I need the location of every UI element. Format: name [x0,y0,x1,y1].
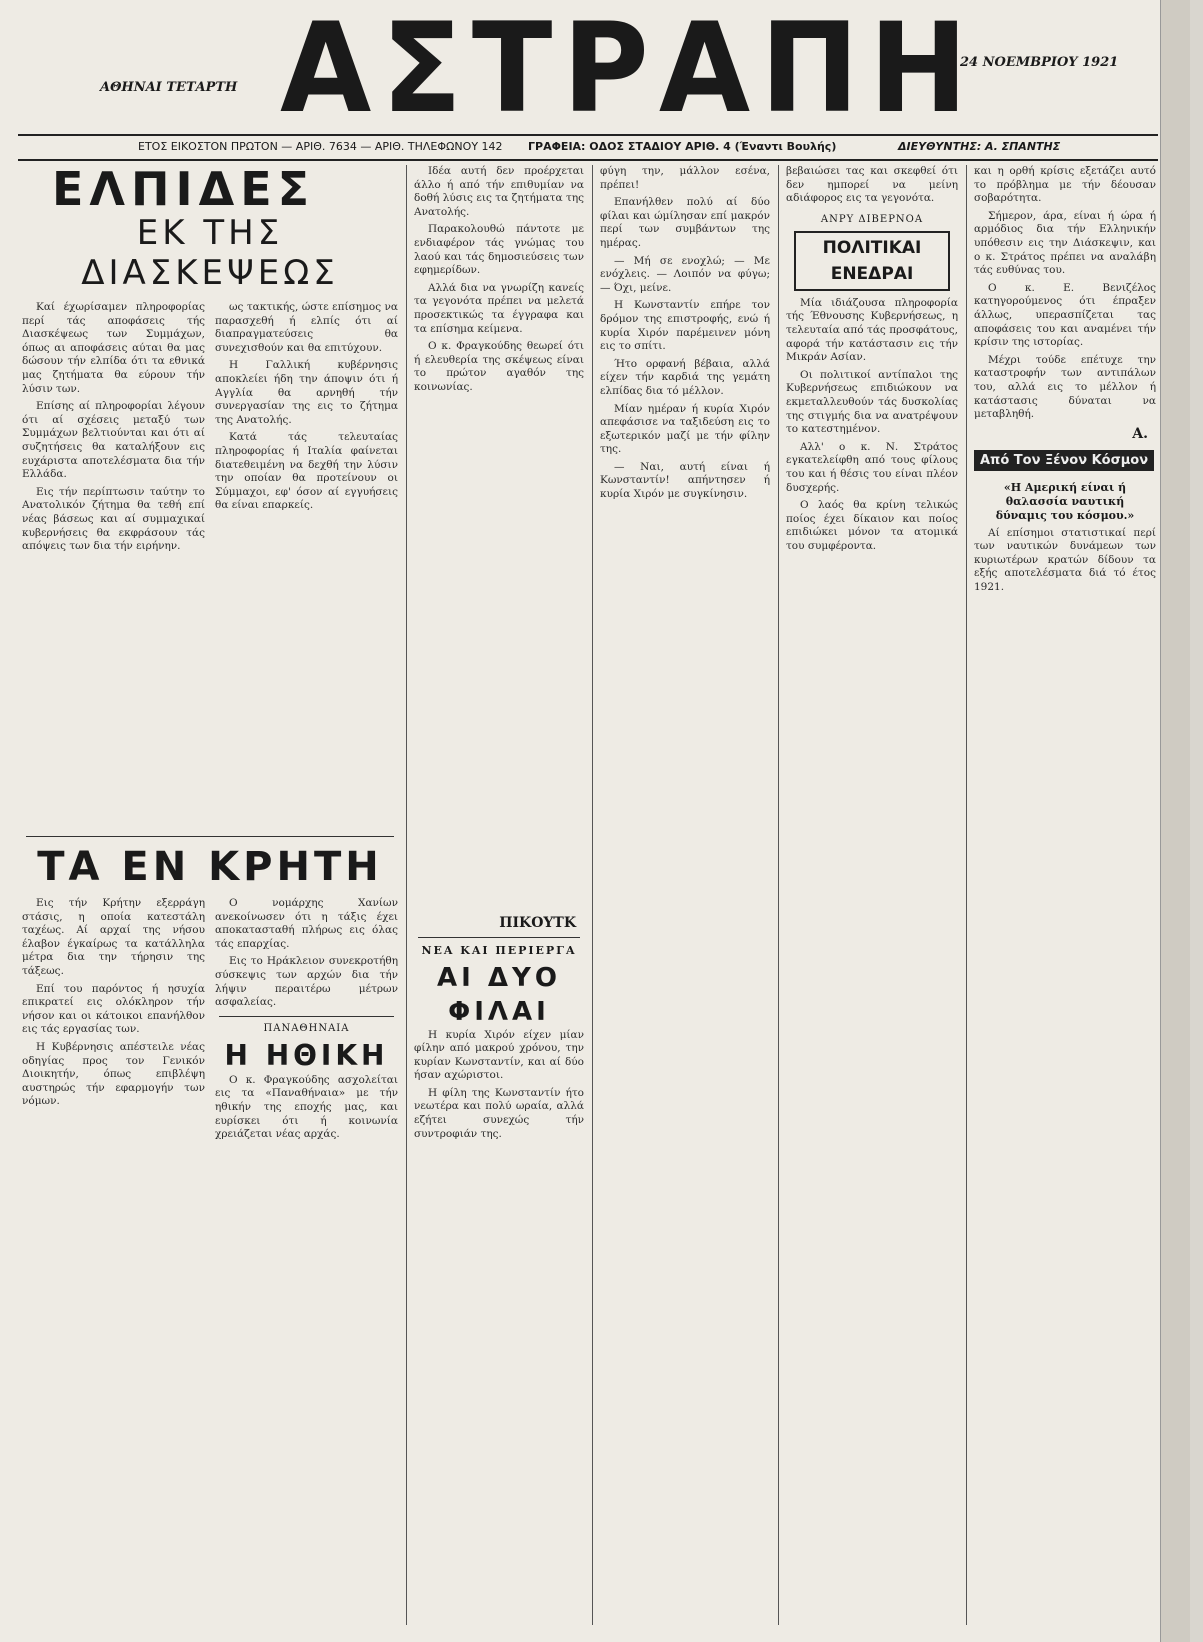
office-address-line: ΓΡΑΦΕΙΑ: ΟΔΟΣ ΣΤΑΔΙΟΥ ΑΡΙΘ. 4 (Έναντι Βουλής) [528,140,837,153]
article-paragraph: Η Κυβέρνησις απέστειλε νέας οδηγίας προς τον Γενικόν Διοικητήν, όπως επιβλέψη αυστηρώς τήν εφαρμογήν των νόμων. [22,1040,205,1108]
article-paragraph: Αί επίσημοι στατιστικαί περί των ναυτικών δυνάμεων των κυριωτέρων κρατών δίδουν τα εξής αποτελέσματα διά τό έτος 1921. [974,526,1156,594]
article-paragraph: Κατά τάς τελευταίας πληροφορίας ή Ιταλία φαίνεται διατεθειμένη να δεχθή την λύσιν την οποίαν θα προτείνουν οι Σύμμαχοι, εφ' όσον αί εγγυήσεις θα είναι επαρκείς. [215,431,398,512]
article-paragraph: Η Κωνσταντίν επήρε τον δρόμον της επιστροφής, ενώ ή κυρία Χιρόν παρέμεινεν μόνη εις το σπίτι. [600,299,770,353]
section-label-nea-kai-perierga: ΝΕΑ ΚΑΙ ΠΕΡΙΕΡΓΑ [421,943,577,957]
masthead-date: 24 ΝΟΕΜΒΡΙΟΥ 1921 [960,55,1119,70]
masthead-rule-bottom [18,159,1158,161]
article-paragraph: φύγη την, μάλλον εσένα, πρέπει! [600,165,770,191]
adjacent-page-edge [1160,0,1190,1642]
article-paragraph: Επανήλθεν πολύ αί δύο φίλαι και ώμίλησαν επί μακρόν περί των συμβάντων της ημέρας. [600,196,770,249]
article-paragraph: Ο κ. Φραγκούδης ασχολείται εις τα «Παναθήναια» με τήν ηθικήν της εποχής μας, και ευρίσκει ότι ή κοινωνία χρειάζεται νέας αρχάς. [215,1073,398,1141]
article-paragraph: Εις τήν περίπτωσιν ταύτην το Ανατολικόν ζήτημα θα τεθή επί νέας βάσεως και αί συμμαχικαί κυβερνήσεις θα εκφράσουν τάς απόψεις των δια τήν ειρήνην. [22,485,205,553]
headline-ek-tis-diaskepseos: ΕΚ ΤΗΣ ΔΙΑΣΚΕΨΕΩΣ [81,213,339,293]
signature-pikoutk: ΠΙΚΟΥΤΚ [499,914,576,931]
article-paragraph: Καί έχωρίσαμεν πληροφορίας περί τάς αποφάσεις τής Διασκέψεως των Συμμάχων, όπως αι αποφάσεις αύται θα μας δώσουν τήν ελπίδα ότι τα εθνικά μας ζητήματα θα εύρουν τήν λύσιν των. [22,301,205,395]
headline-ai-dyo-filai: ΑΙ ΔΥΟ ΦΙΛΑΙ [437,962,561,1027]
article-paragraph: Μέχρι τούδε επέτυχε την καταστροφήν των αντιπάλων του, αλλά εις το μέλλον ή κατάστασις δύναται να μεταβληθή. [974,353,1156,421]
column-separator [966,165,967,1625]
article-paragraph: Οι πολιτικοί αντίπαλοι της Κυβερνήσεως επιδιώκουν να εκμεταλλευθούν τάς δυσκολίας της στιγμής δια να ανατρέψουν το κατεστημένον. [786,368,958,436]
section-divider [219,1016,394,1017]
article-paragraph: Ο νομάρχης Χανίων ανεκοίνωσεν ότι η τάξις έχει αποκατασταθή πλήρως εις όλας τάς επαρχίας. [215,897,398,950]
masthead [0,0,1160,140]
column-6 [974,165,1156,1635]
column-3 [414,165,584,1635]
article-paragraph: Αλλά δια να γνωρίζη κανείς τα γεγονότα πρέπει να μελετά προσεκτικώς τα έγγραφα και τα επίσημα κείμενα. [414,281,584,335]
column-separator [778,165,779,1625]
signature-a: Α. [1132,425,1148,442]
column-5 [786,165,958,1635]
article-paragraph: βεβαιώσει τας και σκεφθεί ότι δεν ημπορεί να μείνη αδιάφορος εις τα γεγονότα. [786,165,958,205]
article-paragraph: Επί του παρόντος ή ησυχία επικρατεί εις ολόκληρον τήν νήσον και οι κάτοικοι επανήλθον εις τάς εργασίας των. [22,982,205,1036]
article-paragraph: Ο κ. Φραγκούδης θεωρεί ότι ή ελευθερία της σκέψεως είναι το πρώτον αγαθόν της κοινωνίας. [414,340,584,393]
article-paragraph: Η φίλη της Κωνσταντίν ήτο νεωτέρα και πολύ ωραία, αλλά εζήτει συνεχώς τήν συντροφιάν της. [414,1086,584,1140]
director-line: ΔΙΕΥΘΥΝΤΗΣ: Α. ΣΠΑΝΤΗΣ [898,140,1061,153]
article-paragraph: Ο κ. Ε. Βενιζέλος κατηγορούμενος ότι έπραξεν άλλως, υπερασπίζεται τας αποφάσεις του και αναμένει τήν κρίσιν της ιστορίας. [974,281,1156,349]
article-paragraph: — Μή σε ενοχλώ; — Με ενόχλεις. — Λοιπόν να φύγω; — Όχι, μείνε. [600,254,770,294]
article-paragraph: Η κυρία Χιρόν είχεν μίαν φίλην από μακρού χρόνου, την κυρίαν Κωνσταντίν, και αί δύο ήσαν αχώριστοι. [414,1028,584,1082]
section-divider [418,937,580,938]
headline-elpides: ΕΛΠΙΔΕΣ [52,165,316,216]
article-paragraph: Η Γαλλική κυβέρνησις αποκλείει ήδη την άποψιν ότι ή Αγγλία θα αρνηθή τήν συνεργασίαν της εις το ζήτημα της Ανατολής. [215,359,398,426]
headline-i-ithiki: Η ΗΘΙΚΗ [224,1038,389,1072]
column-separator [406,165,407,1625]
year-issue-line: ΕΤΟΣ ΕΙΚΟΣΤΟΝ ΠΡΩΤΟΝ — ΑΡΙΘ. 7634 — ΑΡΙΘ. ΤΗΛΕΦΩΝΟΥ 142 [138,140,503,153]
article-paragraph: — Ναι, αυτή είναι ή Κωνσταντίν! απήντησεν ή κυρία Χιρόν με συγκίνησιν. [600,460,770,501]
headline-politikai-enedrai: ΠΟΛΙΤΙΚΑΙ ΕΝΕΔΡΑΙ [794,231,950,291]
article-paragraph: Ο λαός θα κρίνη τελικώς ποίος έχει δίκαιον και ποίος επιδιώκει μόνον τα ατομικά του συμφέροντα. [786,499,958,552]
article-kriti [22,830,398,1630]
article-paragraph: και η ορθή κρίσις εξετάζει αυτό το πρόβλημα με τήν δέουσαν σοβαρότητα. [974,165,1156,205]
article-paragraph: Αλλ' ο κ. Ν. Στράτος εγκατελείφθη από τους φίλους του και ή θέσις του είναι πλέον δυσχερής. [786,440,958,494]
info-bar [18,140,1158,156]
article-paragraph: Εις το Ηράκλειον συνεκροτήθη σύσκεψις των αρχών δια τήν λήψιν περαιτέρω μέτρων ασφαλείας. [215,955,398,1009]
article-paragraph: Μία ιδιάζουσα πληροφορία τής Έθνουσης Κυβερνήσεως, η τελευταία από τάς προσφάτους, αφορά τήν κατάστασιν εις τήν Μικράν Ασίαν. [786,296,958,364]
article-paragraph: Σήμερον, άρα, είναι ή ώρα ή αρμόδιος δια τήν Ελληνικήν υπόθεσιν εις την Διάσκεψιν, και ο κ. Στράτος πρέπει να αναλάβη τάς ευθύνας του. [974,209,1156,277]
article-paragraph: Ήτο ορφανή βέβαια, αλλά είχεν τήν καρδιά της γεμάτη ελπίδας δια τό μέλλον. [600,357,770,397]
byline-anry-diverno: ΑΝΡΥ ΔΙΒΕΡΝΟΑ [820,213,924,225]
article-paragraph: Επίσης αί πληροφορίαι λέγουν ότι αί σχέσεις μεταξύ των Συμμάχων βελτιούνται και ότι αί συζητήσεις θα καταλήξουν εις ευχάριστα αποτελέσματα δια τήν Ελλάδα. [22,400,205,481]
subheadline-ameriki: «Η Αμερική είναι ή θαλασσία ναυτική δύναμις του κόσμου.» [995,480,1135,522]
column-4 [600,165,770,1635]
article-paragraph: ως τακτικής, ώστε επίσημος να παρασχεθή ή ελπίς ότι αί διαπραγματεύσεις θα συνεχισθούν και θα επιτύχουν. [215,301,398,354]
masthead-left-label: ΑΘΗΝΑΙ ΤΕΤΑΡΤΗ [100,80,238,95]
newspaper-title: ΑΣΤΡΑΠΗ [280,0,978,141]
section-divider [26,836,394,837]
article-paragraph: Μίαν ημέραν ή κυρία Χιρόν απεφάσισε να ταξιδεύση εις το εξωτερικόν μαζί με τήν φίλην της. [600,402,770,456]
article-elpides [22,165,398,805]
section-label-panathinaia: ΠΑΝΑΘΗΝΑΙΑ [263,1022,350,1034]
article-paragraph: Εις τήν Κρήτην εξερράγη στάσις, η οποία κατεστάλη ταχέως. Αί αρχαί της νήσου έλαβον έγκαίρως τα κατάλληλα μέτρα δια την τήρησιν της τάξεως. [22,897,205,977]
column-separator [592,165,593,1625]
section-header-apo-ton-xenon-kosmon: Από Τον Ξένον Κόσμον [974,450,1154,471]
article-paragraph: Ιδέα αυτή δεν προέρχεται άλλο ή από τήν επιθυμίαν να δοθή λύσις εις τα ζητήματα της Ανατολής. [414,165,584,218]
article-paragraph: Παρακολουθώ πάντοτε με ενδιαφέρον τάς γνώμας του λαού και τάς δημοσιεύσεις των εφημερίδων. [414,223,584,277]
headline-ta-en-kriti: ΤΑ ΕΝ ΚΡΗΤΗ [37,844,383,890]
masthead-rule-top [18,134,1158,136]
